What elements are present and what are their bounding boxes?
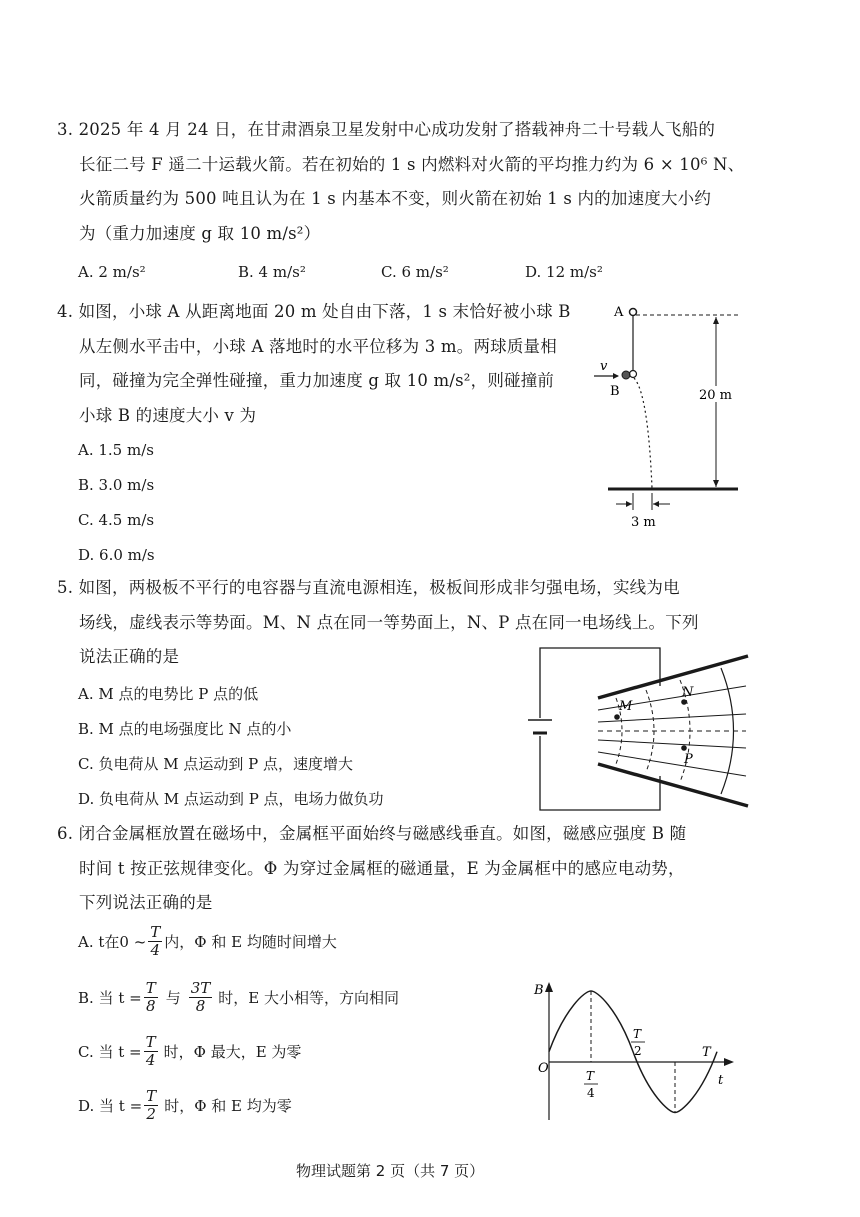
ball-a-label: A — [614, 305, 624, 320]
fraction-num: 3T — [190, 979, 211, 997]
q6-option-c-post: 时，Φ 最大，E 为零 — [163, 1043, 302, 1061]
q4-line: 4. 如图，小球 A 从距离地面 20 m 处自由下落，1 s 末恰好被小球 B — [57, 302, 571, 321]
q6-option-c — [78, 1034, 301, 1069]
t-axis-label: t — [718, 1073, 724, 1088]
q6-option-b-pre: B. 当 t = — [78, 989, 142, 1007]
q5-line: 5. 如图，两极板不平行的电容器与直流电源相连，极板间形成非匀强电场，实线为电 — [57, 578, 680, 597]
circuit-wire-bottom — [540, 736, 660, 810]
fraction — [148, 924, 162, 959]
q5-line: 说法正确的是 — [79, 647, 180, 666]
point-m-label: M — [619, 699, 633, 714]
trajectory — [634, 378, 652, 488]
q4-option-b: B. 3.0 m/s — [78, 476, 155, 494]
fraction — [189, 980, 213, 1015]
period-label: T — [702, 1045, 711, 1060]
q6-option-b-post: 时，E 大小相等，方向相同 — [218, 989, 400, 1007]
capacitor-plate-top — [598, 656, 748, 698]
q3-line: 火箭质量约为 500 吨且认为在 1 s 内基本不变，则火箭在初始 1 s 内的加速度大小约 — [79, 189, 712, 208]
q5-option-d: D. 负电荷从 M 点运动到 P 点，电场力做负功 — [78, 790, 384, 808]
t4-label-num: T — [586, 1069, 595, 1083]
question-3 — [57, 113, 744, 251]
fraction-den: 4 — [145, 1051, 156, 1069]
q3-option-c: C. 6 m/s² — [381, 263, 449, 281]
ball-b — [622, 371, 630, 379]
q6-option-d-post: 时，Φ 和 E 均为零 — [164, 1097, 292, 1115]
q3-line: 长征二号 F 遥二十运载火箭。若在初始的 1 s 内燃料对火箭的平均推力约为 6 × 10⁶ N、 — [79, 154, 745, 174]
q6-option-a-pre: A. t在0 ~ — [78, 933, 147, 951]
q3-line: 为（重力加速度 g 取 10 m/s²） — [79, 223, 321, 243]
question-6 — [57, 817, 686, 921]
q6-option-a — [78, 924, 337, 959]
q6-option-a-post: 内，Φ 和 E 均随时间增大 — [164, 933, 337, 951]
fraction-num: T — [150, 923, 161, 941]
t2-label-den: 2 — [634, 1044, 642, 1058]
velocity-label: v — [600, 359, 608, 374]
circuit-wire-top — [540, 648, 660, 718]
field-line — [598, 752, 746, 776]
origin-label: O — [538, 1061, 549, 1076]
q5-option-a: A. M 点的电势比 P 点的低 — [78, 685, 259, 703]
ball-b-label: B — [610, 384, 620, 399]
ball-a — [630, 309, 637, 316]
point-n — [681, 699, 687, 705]
t2-label-num: T — [633, 1027, 642, 1041]
q5-line: 场线，虚线表示等势面。M、N 点在同一等势面上，N、P 点在同一电场线上。下列 — [79, 612, 699, 632]
q4-line: 从左侧水平击中，小球 A 落地时的水平位移为 3 m。两球质量相 — [79, 336, 557, 356]
height-arrow-top — [713, 317, 719, 324]
velocity-arrowhead — [613, 373, 619, 379]
b-axis-label: B — [534, 983, 544, 998]
q5-option-b: B. M 点的电场强度比 N 点的小 — [78, 720, 292, 738]
q6-option-d-pre: D. 当 t = — [78, 1097, 143, 1115]
q6-line: 下列说法正确的是 — [79, 893, 213, 912]
capacitor-plate-bottom — [598, 764, 748, 806]
fraction-num: T — [145, 979, 156, 997]
width-arrowhead-left — [626, 501, 632, 507]
sine-curve — [549, 991, 717, 1113]
q6-line: 时间 t 按正弦规律变化。Φ 为穿过金属框的磁通量，E 为金属框中的感应电动势， — [79, 858, 685, 878]
q6-option-b-mid: 与 — [165, 989, 181, 1007]
q6-figure — [530, 976, 746, 1126]
q4-figure — [586, 298, 750, 538]
fraction — [144, 1088, 158, 1123]
width-arrowhead-right — [653, 501, 659, 507]
point-p-label: P — [684, 752, 693, 767]
point-n-label: N — [682, 685, 694, 700]
q4-line: 同，碰撞为完全弹性碰撞，重力加速度 g 取 10 m/s²，则碰撞前 — [79, 371, 555, 390]
q5-option-c: C. 负电荷从 M 点运动到 P 点，速度增大 — [78, 755, 354, 773]
q3-line: 3. 2025 年 4 月 24 日，在甘肃酒泉卫星发射中心成功发射了搭载神舟二十号载人飞船的 — [57, 120, 716, 139]
height-label: 20 m — [699, 388, 733, 403]
width-label: 3 m — [631, 515, 656, 530]
fraction — [144, 980, 158, 1015]
fraction-den: 8 — [145, 997, 156, 1015]
q6-line: 6. 闭合金属框放置在磁场中，金属框平面始终与磁感线垂直。如图，磁感应强度 B 随 — [57, 824, 687, 843]
ball-a-collision — [630, 371, 637, 378]
fraction — [144, 1034, 158, 1069]
q4-option-a: A. 1.5 m/s — [78, 441, 154, 459]
b-axis-arrow — [545, 982, 553, 992]
q6-option-d — [78, 1088, 292, 1123]
fraction-den: 4 — [150, 941, 161, 959]
page-footer: 物理试题第 2 页（共 7 页） — [296, 1162, 485, 1180]
point-m — [614, 714, 620, 720]
q3-option-a: A. 2 m/s² — [78, 263, 146, 281]
fraction-num: T — [146, 1087, 157, 1105]
q6-option-b — [78, 980, 399, 1015]
q3-option-b: B. 4 m/s² — [238, 263, 306, 281]
q3-option-d: D. 12 m/s² — [525, 263, 603, 281]
fraction-num: T — [145, 1033, 156, 1051]
fraction-den: 2 — [146, 1105, 156, 1123]
t-axis-arrow — [724, 1058, 734, 1066]
q5-figure — [516, 640, 754, 816]
question-4 — [57, 295, 571, 433]
t4-label-den: 4 — [587, 1086, 595, 1100]
q4-option-c: C. 4.5 m/s — [78, 511, 155, 529]
fraction-den: 8 — [195, 997, 206, 1015]
q4-line: 小球 B 的速度大小 v 为 — [79, 405, 257, 425]
height-arrow-bottom — [713, 480, 719, 487]
q6-option-c-pre: C. 当 t = — [78, 1043, 142, 1061]
q4-option-d: D. 6.0 m/s — [78, 546, 155, 564]
point-p — [681, 745, 687, 751]
